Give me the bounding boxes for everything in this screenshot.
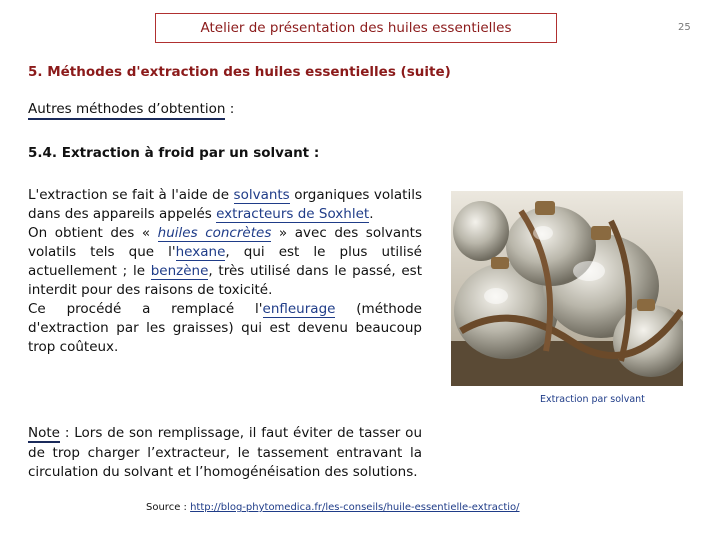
text-run: Ce procédé a remplacé l' — [28, 301, 263, 317]
slide-title: Atelier de présentation des huiles essentielles — [200, 20, 512, 36]
link-extracteurs-soxhlet[interactable]: extracteurs de Soxhlet — [216, 206, 370, 222]
link-hexane[interactable]: hexane — [175, 244, 226, 260]
source-label: Source : — [146, 502, 191, 513]
paragraph-1 — [28, 186, 422, 224]
note-body: : Lors de son remplissage, il faut éviter de tasser ou de trop charger l’extracteur, le tassement entravant la circulation du solvant et l’homogénéisation des solutions. — [28, 425, 422, 480]
slide-title-box — [155, 13, 557, 43]
text-run: (méthode d'extraction par les graisses) qui est devenu beaucoup trop coûteux. — [28, 301, 422, 355]
source-line — [146, 502, 520, 513]
subsection-heading: 5.4. Extraction à froid par un solvant : — [28, 145, 320, 161]
body-text — [28, 186, 422, 357]
subheading-label: Autres méthodes d’obtention — [28, 101, 225, 120]
text-run: L'extraction se fait à l'aide de — [28, 187, 234, 203]
text-run: , qui est le plus utilisé actuellement ; le — [28, 244, 422, 279]
subheading-colon: : — [225, 101, 235, 117]
paragraph-3 — [28, 300, 422, 357]
glass-flasks-image — [451, 191, 683, 386]
text-run: . — [369, 206, 374, 222]
text-run: On obtient des « — [28, 225, 158, 241]
text-run: organiques volatils dans des appareils appelés — [28, 187, 422, 222]
link-enfleurage[interactable]: enfleurage — [262, 301, 336, 317]
photo-caption: Extraction par solvant — [540, 394, 645, 405]
link-solvants[interactable]: solvants — [233, 187, 290, 203]
text-run: » avec des solvants volatils tels que l' — [28, 225, 422, 260]
note-paragraph — [28, 424, 422, 483]
link-benzene[interactable]: benzène — [150, 263, 209, 279]
extraction-photo — [451, 191, 683, 386]
section-heading: 5. Méthodes d'extraction des huiles essentielles (suite) — [28, 64, 451, 80]
subheading — [28, 101, 234, 117]
source-link[interactable]: http://blog-phytomedica.fr/les-conseils/huile-essentielle-extractio/ — [190, 502, 520, 513]
note-label: Note — [28, 425, 60, 441]
paragraph-2 — [28, 224, 422, 300]
link-huiles-concretes[interactable]: huiles concrètes — [157, 225, 272, 241]
page-number: 25 — [678, 22, 691, 33]
text-run: , très utilisé dans le passé, est interdit pour des raisons de toxicité. — [28, 263, 422, 298]
